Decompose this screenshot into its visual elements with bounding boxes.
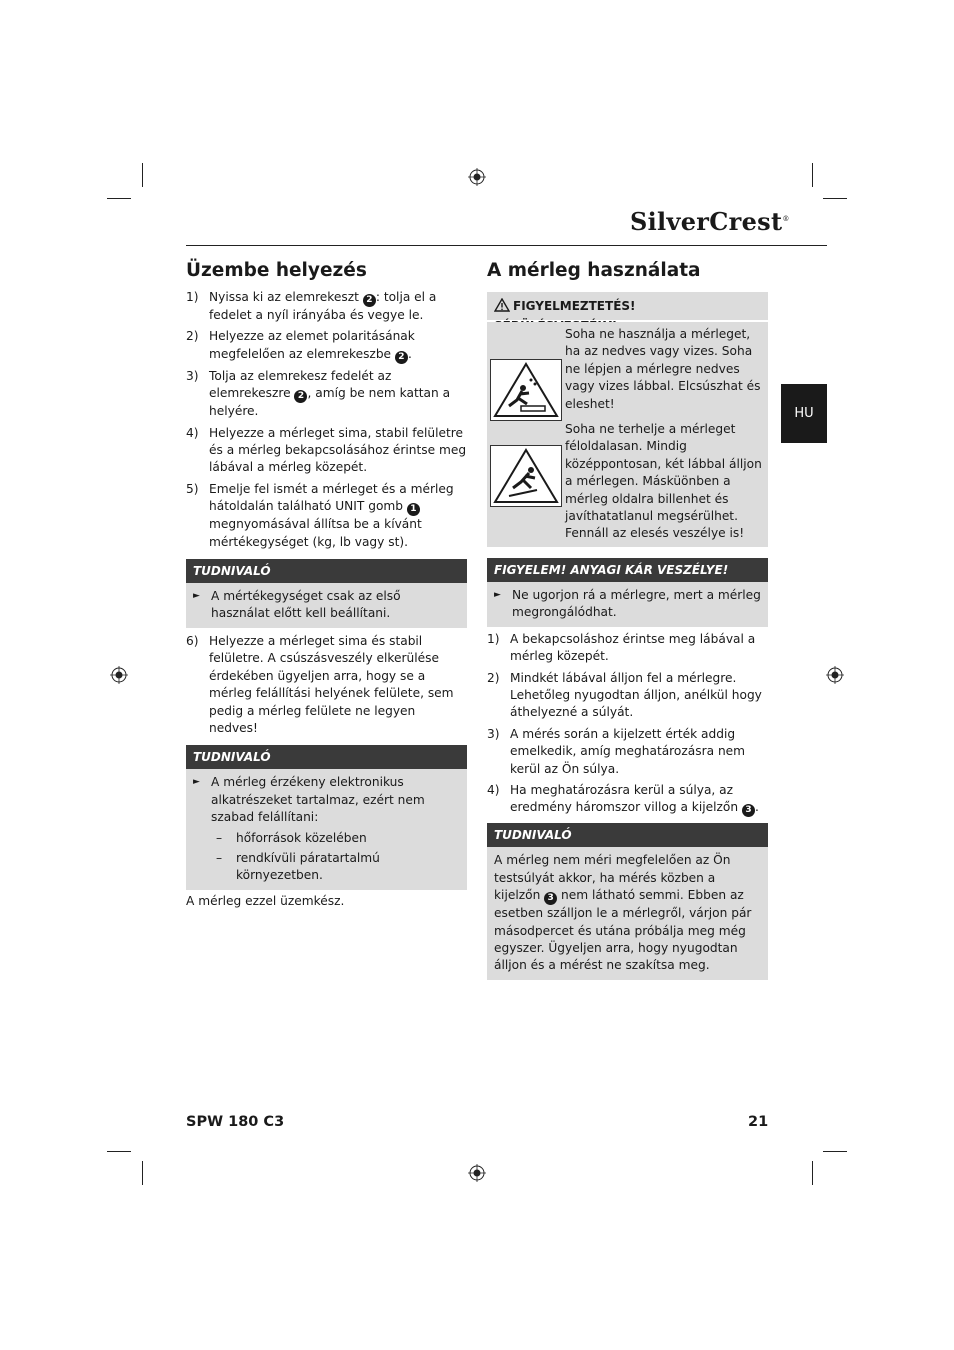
dash-item: – rendkívüli páratartalmú környezetben.	[216, 850, 380, 883]
language-tab-label: HU	[794, 405, 814, 421]
crop-mark	[107, 1151, 131, 1152]
crop-mark	[142, 1161, 143, 1185]
note-box	[186, 559, 467, 628]
list-item: 3) Tolja az elemrekesz fedelét az elemrekeszre 2 , amíg be nem kattan a helyére.	[186, 368, 451, 419]
reference-number: 2	[294, 390, 307, 403]
caution-bullet: ► Ne ugorjon rá a mérlegre, mert a mérleg megrongálódhat.	[494, 587, 761, 620]
warning-triangle-icon	[494, 298, 510, 312]
page-number: 21	[748, 1114, 769, 1130]
list-item: 1) A bekapcsoláshoz érintse meg lábával a mérleg közepét.	[487, 631, 756, 664]
section-heading-usage: A mérleg használata	[487, 260, 701, 281]
list-item: 1) Nyissa ki az elemrekeszt 2 : tolja el a fedelet a nyíl irányába és vegye le.	[186, 290, 437, 322]
registration-mark-icon	[110, 666, 128, 684]
list-item: 2) Helyezze az elemet polaritásának megfelelően az elemrekeszbe 2 .	[186, 329, 415, 362]
list-item: 4) Ha meghatározásra kerül a súlya, az eredmény háromszor villog a kijelzőn 3 .	[487, 782, 759, 816]
list-item: 3) A mérés során a kijelzett érték addig emelkedik, amíg meghatározásra nem kerül az Ön súlya.	[487, 726, 746, 776]
crop-mark	[812, 1161, 813, 1185]
closing-text: A mérleg ezzel üzemkész.	[186, 893, 345, 908]
reference-number: 2	[395, 351, 408, 364]
usage-steps	[487, 631, 768, 818]
dash-item: – hőforrások közelében	[216, 830, 367, 845]
arrow-bullet-icon: ►	[193, 777, 200, 788]
warning-title: FIGYELMEZTETÉS!	[487, 292, 768, 322]
warning-text-balance: Soha ne terhelje a mérleget féloldalasan. Mindig középpontosan, két lábbal álljon a mérlegen. Másküönben a mérleg oldalra billenhet és javíthatatlanul megsérülhet. Fennáll az elesés veszélye is!	[565, 422, 762, 541]
warning-text-wet: Soha ne használja a mérleget, ha az nedves vagy vizes. Soha ne lépjen a mérlegre nedves vagy vizes lábbal. Elcsúszhat és eleshet!	[565, 327, 761, 411]
note-title: TUDNIVALÓ	[186, 745, 467, 769]
model-number: SPW 180 C3	[186, 1114, 285, 1130]
list-item: 5) Emelje fel ismét a mérleget és a mérleg hátoldalán található UNIT gomb 1 megnyomásával állítsa be a kívánt mértékegységet (kg, lb vagy st).	[186, 481, 454, 549]
note-bullet: ► A mértékegységet csak az első használat előtt kell beállítani.	[193, 589, 401, 621]
crop-mark	[823, 1151, 847, 1152]
registration-mark-icon	[826, 666, 844, 684]
left-column	[186, 289, 467, 910]
warning-box	[487, 292, 768, 547]
caution-title: FIGYELEM! ANYAGI KÁR VESZÉLYE!	[487, 558, 768, 582]
language-tab	[781, 384, 827, 443]
note-text: A mérleg nem méri megfelelően az Ön testsúlyát akkor, ha mérés közben a kijelzőn 3 nem látható semmi. Ebben az esetben szálljon le a mérlegről, várjon pár másodpercet és utána próbálja meg még egyszer. Ügyeljen arra, hogy nyugodtan álljon és a mérést ne szakítsa meg.	[487, 847, 768, 979]
crop-mark	[142, 163, 143, 187]
note-bullet: ► A mérleg érzékeny elektronikus alkatrészeket tartalmaz, ezért nem szabad felállítani:	[193, 775, 425, 825]
note-box	[487, 823, 768, 979]
list-item: 6) Helyezze a mérleget sima és stabil felületre. A csúszásveszély elkerülése érdekében ügyeljen arra, hogy se a mérleg felállítási helyének felülete, sem pedig a mérleg felülete ne legyen nedves!	[186, 633, 454, 735]
note-title: TUDNIVALÓ	[186, 559, 467, 583]
registration-mark-icon	[468, 1164, 486, 1182]
note-box	[186, 745, 467, 889]
right-column	[487, 292, 768, 980]
setup-steps	[186, 289, 467, 551]
registration-mark-icon	[468, 168, 486, 186]
crop-mark	[812, 163, 813, 187]
tipping-hazard-icon	[490, 445, 562, 507]
arrow-bullet-icon: ►	[193, 591, 200, 602]
caution-box	[487, 558, 768, 627]
reference-number: 3	[544, 892, 557, 905]
list-item: 2) Mindkét lábával álljon fel a mérlegre. Lehetőleg nyugodtan álljon, anélkül hogy áthelyezné a súlyát.	[487, 670, 762, 720]
arrow-bullet-icon: ►	[494, 589, 501, 600]
reference-number: 2	[363, 294, 376, 307]
crop-mark	[107, 198, 131, 199]
reference-number: 3	[742, 804, 755, 817]
note-title: TUDNIVALÓ	[487, 823, 768, 847]
crop-mark	[823, 198, 847, 199]
slip-hazard-icon	[490, 359, 562, 421]
list-item: 4) Helyezze a mérleget sima, stabil felületre és a mérleg bekapcsolásához érintse meg lábával a mérleg közepét.	[186, 425, 467, 475]
reference-number: 1	[407, 503, 420, 516]
section-heading-setup: Üzembe helyezés	[186, 260, 367, 281]
brand-logo: SilverCrest®	[630, 207, 790, 236]
header-rule	[186, 245, 827, 246]
